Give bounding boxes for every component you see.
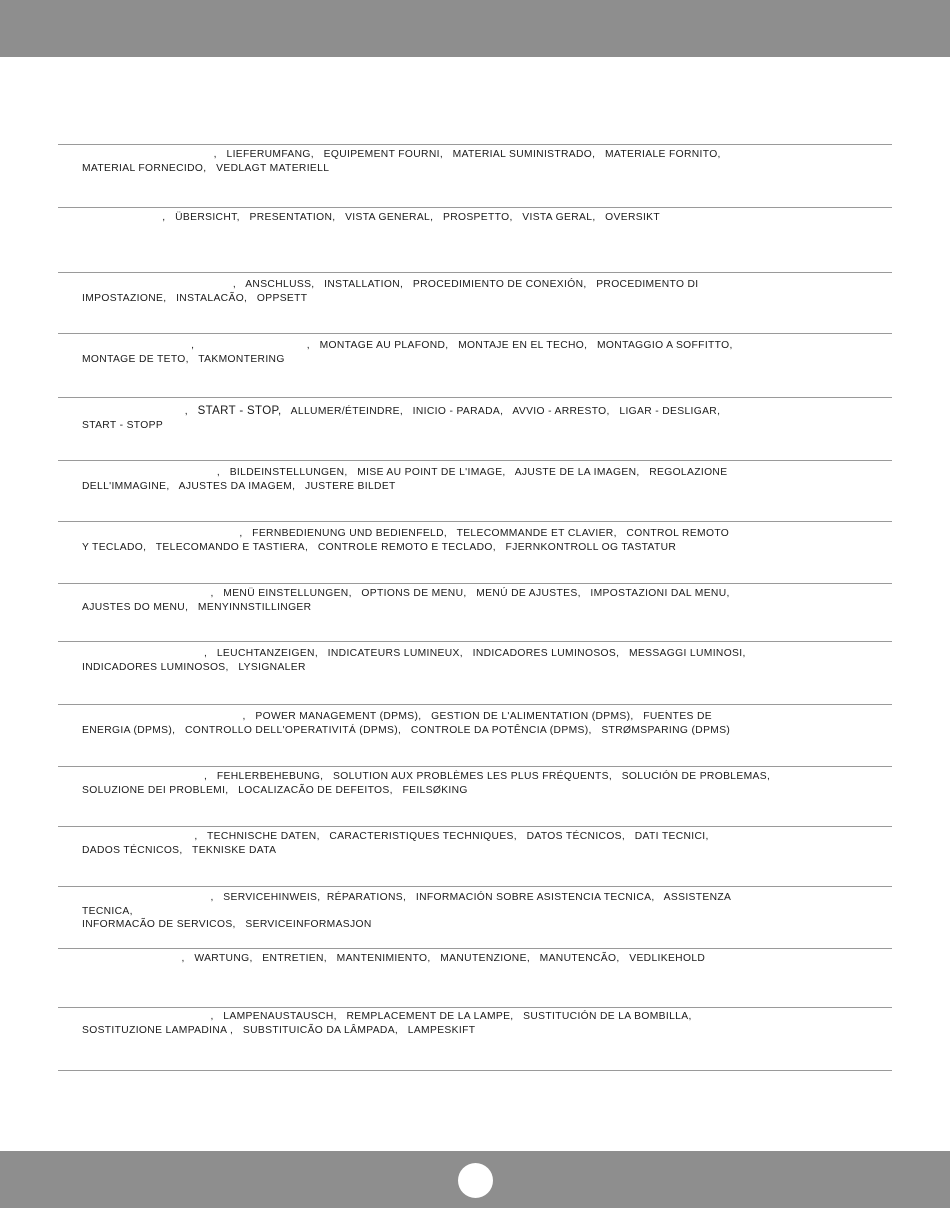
toc-entry-remote-control[interactable]	[58, 521, 892, 583]
toc-entry-line1: , ANSCHLUSS, INSTALLATION, PROCEDIMIENTO DE CONEXIÓN, PROCEDIMENTO DI	[82, 279, 699, 290]
toc-entry-maintenance[interactable]	[58, 948, 892, 1007]
toc-entry-image-adjustment[interactable]	[58, 460, 892, 521]
toc-entry-line2: Y TECLADO, TELECOMANDO E TASTIERA, CONTROLE REMOTO E TECLADO, FJERNKONTROLL OG TASTATUR	[82, 541, 677, 553]
toc-entry-line1: , LEUCHTANZEIGEN, INDICATEURS LUMINEUX, INDICADORES LUMINOSOS, MESSAGGI LUMINOSI,	[82, 648, 746, 659]
toc-entry-line2: INFORMACÃO DE SERVICOS, SERVICEINFORMASJON	[82, 919, 372, 930]
table-of-contents	[58, 144, 892, 1071]
toc-entry-line2: SOLUZIONE DEI PROBLEMI, LOCALIZACÃO DE DEFEITOS, FEILSØKING	[82, 784, 468, 796]
toc-entry-line2: IMPOSTAZIONE, INSTALACÃO, OPPSETT	[82, 292, 308, 304]
toc-entry-line1: , SERVICEHINWEIS, RÉPARATIONS, INFORMACIÓN SOBRE ASISTENCIA TECNICA, ASSISTENZA TECNICA,	[82, 892, 734, 917]
toc-entry-ceiling-mount[interactable]	[58, 333, 892, 397]
toc-entry-line2: START - STOPP	[82, 419, 164, 431]
toc-entry-line1: , POWER MANAGEMENT (DPMS), GESTION DE L'ALIMENTATION (DPMS), FUENTES DE	[82, 711, 712, 722]
header-band	[0, 0, 950, 57]
toc-entry-indicator-lights[interactable]	[58, 641, 892, 704]
toc-entry-line1-emph: START - STOP,	[197, 405, 282, 417]
toc-entry-line1: , MENÜ EINSTELLUNGEN, OPTIONS DE MENU, MENÚ DE AJUSTES, IMPOSTAZIONI DAL MENU,	[82, 588, 730, 599]
page-number-badge	[458, 1163, 493, 1198]
toc-entry-line1: , ÜBERSICHT, PRESENTATION, VISTA GENERAL, PROSPETTO, VISTA GERAL, OVERSIKT	[82, 212, 661, 223]
toc-entry-line1: , FEHLERBEHEBUNG, SOLUTION AUX PROBLÈMES LES PLUS FRÉQUENTS, SOLUCIÓN DE PROBLEMAS,	[82, 771, 771, 782]
toc-entry-menu-settings[interactable]	[58, 583, 892, 641]
toc-entry-troubleshooting[interactable]	[58, 766, 892, 826]
toc-entry-line2: AJUSTES DO MENU, MENYINNSTILLINGER	[82, 601, 312, 613]
toc-entry-line1-post: ALLUMER/ÉTEINDRE, INICIO - PARADA, AVVIO - ARRESTO, LIGAR - DESLIGAR,	[281, 406, 721, 417]
toc-entry-line2: INDICADORES LUMINOSOS, LYSIGNALER	[82, 661, 306, 673]
toc-entry-line1: , TECHNISCHE DATEN, CARACTERISTIQUES TECHNIQUES, DATOS TÉCNICOS, DATI TECNICI,	[82, 831, 709, 842]
toc-entry-line2: DELL'IMMAGINE, AJUSTES DA IMAGEM, JUSTERE BILDET	[82, 480, 396, 492]
toc-entry-line1: , LIEFERUMFANG, EQUIPEMENT FOURNI, MATERIAL SUMINISTRADO, MATERIALE FORNITO,	[82, 149, 721, 160]
toc-entry-overview[interactable]	[58, 207, 892, 272]
toc-entry-line1: , FERNBEDIENUNG UND BEDIENFELD, TELECOMMANDE ET CLAVIER, CONTROL REMOTO	[82, 528, 730, 539]
toc-entry-line1: , , MONTAGE AU PLAFOND, MONTAJE EN EL TECHO, MONTAGGIO A SOFFITTO,	[82, 340, 733, 351]
toc-entry-start-stop[interactable]	[58, 397, 892, 460]
toc-entry-service-info[interactable]	[58, 886, 892, 948]
toc-entry-line1-pre: ,	[82, 406, 198, 417]
toc-entry-installation[interactable]	[58, 272, 892, 333]
toc-entry-line2: SOSTITUZIONE LAMPADINA , SUBSTITUICÃO DA LÂMPADA, LAMPESKIFT	[82, 1024, 476, 1036]
toc-entry-supplied-equipment[interactable]	[58, 144, 892, 207]
toc-entry-line1: , BILDEINSTELLUNGEN, MISE AU POINT DE L'IMAGE, AJUSTE DE LA IMAGEN, REGOLAZIONE	[82, 467, 728, 478]
toc-entry-line2: MONTAGE DE TETO, TAKMONTERING	[82, 353, 285, 365]
toc-entry-power-management[interactable]	[58, 704, 892, 766]
toc-entry-line1: , WARTUNG, ENTRETIEN, MANTENIMIENTO, MANUTENZIONE, MANUTENCÃO, VEDLIKEHOLD	[82, 953, 706, 964]
toc-entry-technical-data[interactable]	[58, 826, 892, 886]
toc-entry-lamp-replacement[interactable]	[58, 1007, 892, 1070]
toc-entry-line1: , LAMPENAUSTAUSCH, REMPLACEMENT DE LA LAMPE, SUSTITUCIÓN DE LA BOMBILLA,	[82, 1011, 692, 1022]
toc-entry-line2: MATERIAL FORNECIDO, VEDLAGT MATERIELL	[82, 162, 330, 174]
toc-entry-line2: DADOS TÉCNICOS, TEKNISKE DATA	[82, 844, 277, 856]
toc-entry-line2: ENERGIA (DPMS), CONTROLLO DELL'OPERATIVITÁ (DPMS), CONTROLE DA POTÊNCIA (DPMS), STRØMSPARING (DPMS)	[82, 724, 731, 736]
